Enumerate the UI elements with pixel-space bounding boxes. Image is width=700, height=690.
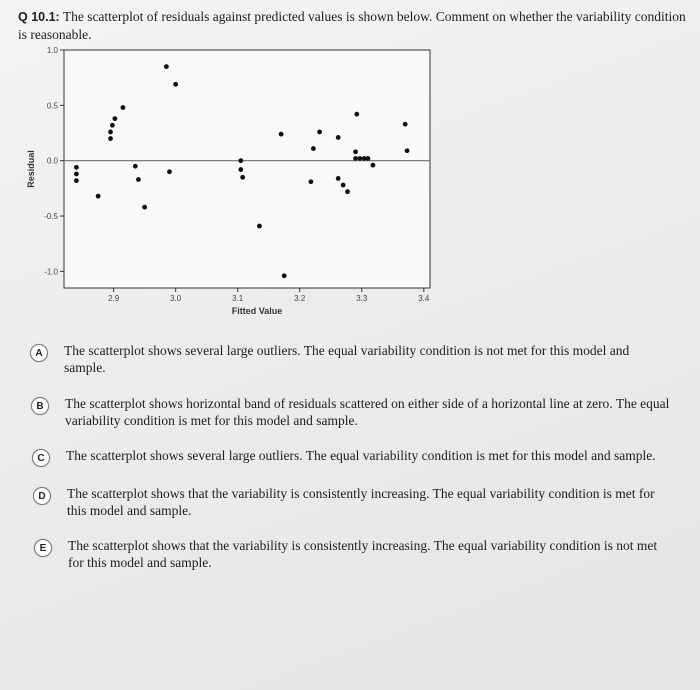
option-b-text[interactable]: The scatterplot shows horizontal band of residuals scattered on either side of a horizontal line at zero. The equal variability condition is met for this model and sample.: [65, 396, 670, 428]
data-point: [167, 169, 172, 174]
option-d-badge[interactable]: D: [33, 487, 51, 505]
option-c-text[interactable]: The scatterplot shows several large outliers. The equal variability condition is met for this model and sample.: [66, 448, 656, 463]
data-point: [74, 178, 79, 183]
data-point: [133, 164, 138, 169]
data-point: [353, 156, 358, 161]
data-point: [74, 172, 79, 177]
data-point: [336, 135, 341, 140]
data-point: [164, 64, 169, 69]
data-point: [353, 149, 358, 154]
question-prompt: The scatterplot of residuals against predicted values is shown below. Comment on whether the variability condition is reasonable.: [18, 9, 686, 42]
data-point: [341, 183, 346, 188]
option-c[interactable]: [32, 447, 670, 467]
option-e[interactable]: [34, 537, 670, 571]
option-e-badge[interactable]: E: [34, 539, 52, 557]
answer-options: [30, 342, 670, 571]
y-tick-label: 1.0: [46, 46, 58, 55]
option-d[interactable]: [33, 485, 670, 519]
data-point: [74, 165, 79, 170]
data-point: [311, 146, 316, 151]
question-number: Q 10.1:: [18, 10, 60, 24]
data-point: [108, 130, 113, 135]
y-axis-label: Residual: [26, 150, 36, 188]
data-point: [405, 148, 410, 153]
y-tick-label: 0.5: [46, 101, 58, 111]
data-point: [112, 116, 117, 121]
data-point: [358, 156, 363, 161]
data-point: [403, 122, 408, 127]
residual-scatterplot: [22, 46, 442, 328]
data-point: [238, 158, 243, 163]
y-tick-label: -1.0: [44, 267, 58, 277]
data-point: [345, 189, 350, 194]
x-tick-label: 3.0: [170, 294, 182, 303]
data-point: [279, 132, 284, 137]
option-d-text[interactable]: The scatterplot shows that the variability is consistently increasing. The equal variability condition is met for this model and sample.: [67, 486, 655, 518]
data-point: [121, 105, 126, 110]
x-axis-label: Fitted Value: [231, 306, 283, 316]
y-tick-label: -0.5: [44, 212, 58, 222]
y-tick-label: 0.0: [46, 156, 58, 166]
data-point: [96, 194, 101, 199]
y-axis-ticks: [44, 46, 64, 276]
option-a-text[interactable]: The scatterplot shows several large outliers. The equal variability condition is not met for this model and sample.: [64, 343, 630, 375]
data-point: [110, 123, 115, 128]
x-axis-ticks: [108, 288, 430, 303]
option-a-badge[interactable]: A: [30, 344, 48, 362]
option-b-badge[interactable]: B: [31, 397, 49, 415]
option-b[interactable]: [31, 395, 670, 429]
data-point: [136, 177, 141, 182]
data-point: [238, 167, 243, 172]
x-tick-label: 2.9: [108, 294, 120, 303]
question-text-block: [18, 8, 698, 43]
data-point: [354, 112, 359, 117]
data-point: [142, 205, 147, 210]
data-point: [257, 224, 262, 229]
plot-area: [64, 50, 430, 288]
option-c-badge[interactable]: C: [32, 449, 50, 467]
x-tick-label: 3.3: [356, 294, 368, 303]
option-e-text[interactable]: The scatterplot shows that the variability is consistently increasing. The equal variability condition is not met for this model and sample.: [68, 538, 658, 570]
data-point: [366, 156, 371, 161]
data-point: [173, 82, 178, 87]
data-point: [108, 136, 113, 141]
option-a[interactable]: [30, 342, 670, 376]
data-point: [371, 163, 376, 168]
data-point: [282, 273, 287, 278]
x-tick-label: 3.2: [294, 294, 306, 303]
data-point: [308, 179, 313, 184]
data-point: [240, 175, 245, 180]
x-tick-label: 3.1: [232, 294, 244, 303]
x-tick-label: 3.4: [418, 294, 430, 303]
data-point: [317, 130, 322, 135]
data-point: [336, 176, 341, 181]
